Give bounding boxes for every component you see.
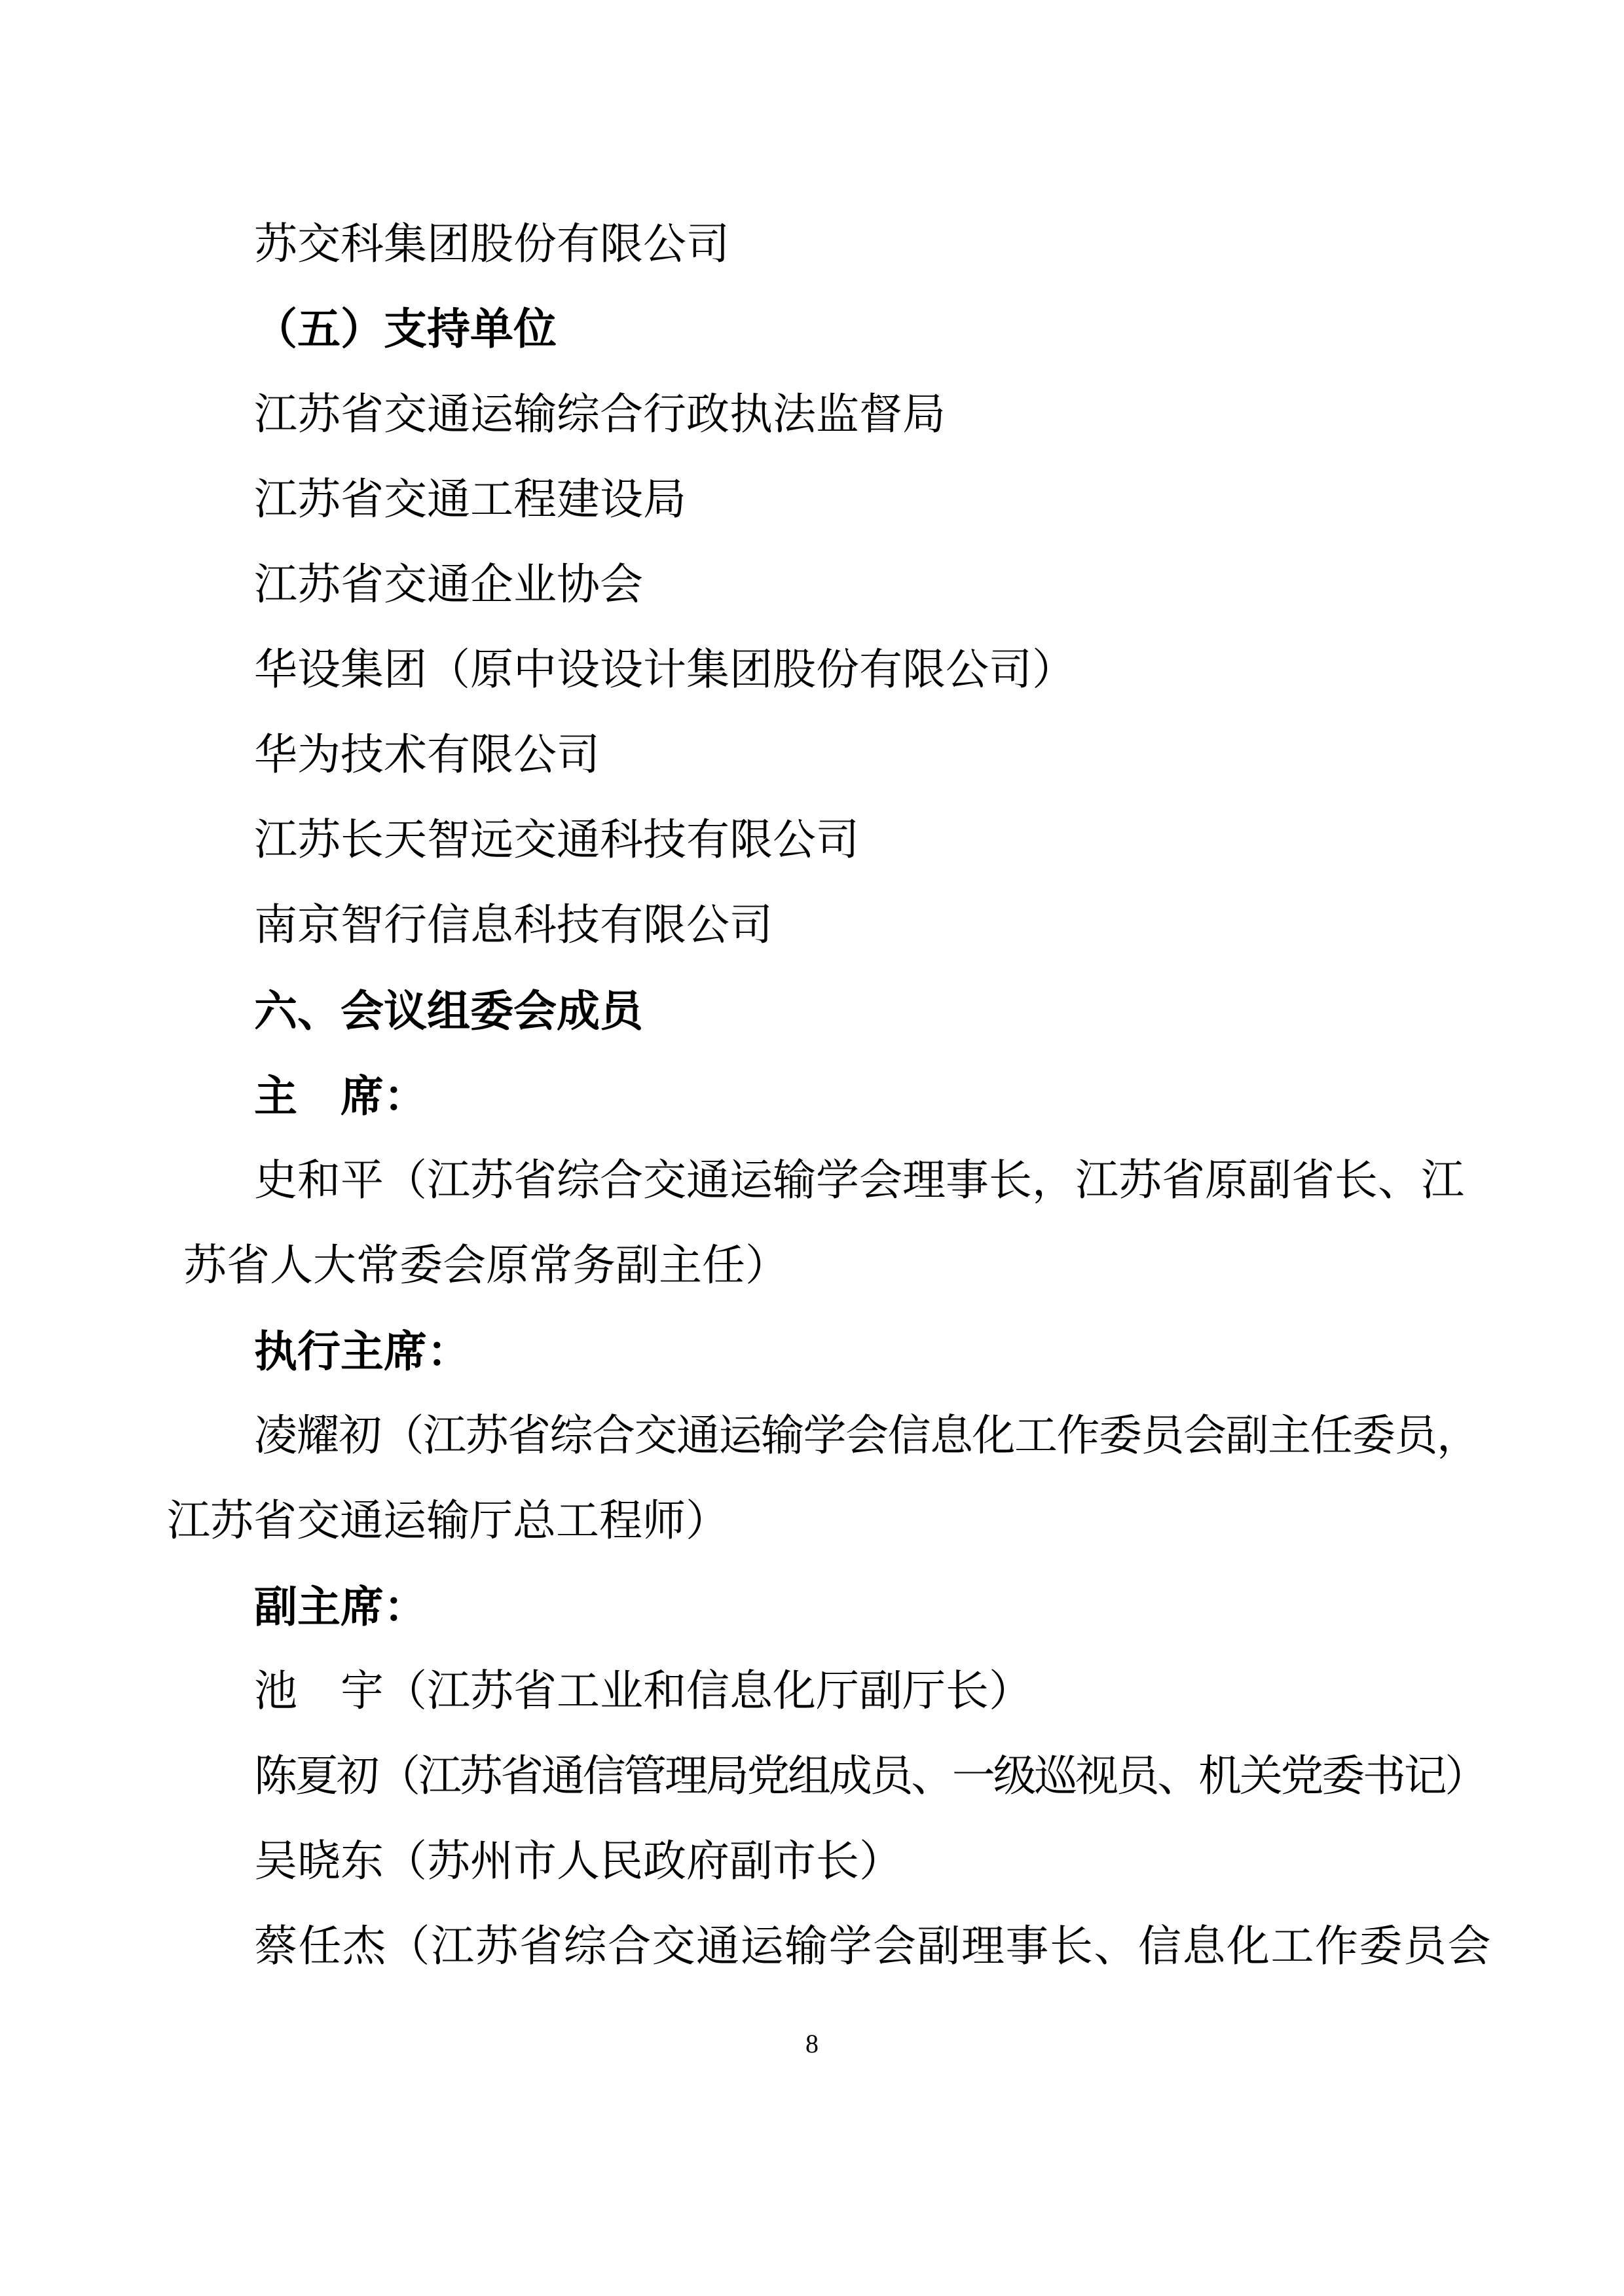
line-org-huawei: 华为技术有限公司 (254, 731, 600, 779)
line-org-enterprise-assoc: 江苏省交通企业协会 (254, 561, 643, 609)
line-vice-chairman-cai-renjie: 蔡任杰（江苏省综合交通运输学会副理事长、信息化工作委员会 (254, 1923, 1492, 1971)
line-chairman-detail-1: 史和平（江苏省综合交通运输学会理事长，江苏省原副省长、江 (254, 1157, 1464, 1205)
document-body (167, 202, 1492, 1990)
label-executive-chairman: 执行主席： (254, 1327, 470, 1376)
heading-committee-members: 六、会议组委会成员 (254, 987, 643, 1035)
label-chairman: 主 席： (254, 1072, 427, 1120)
line-org-sujiaoke: 苏交科集团股份有限公司 (254, 221, 729, 268)
line-exec-chairman-detail-1: 凌耀初（江苏省综合交通运输学会信息化工作委员会副主任委员， (254, 1412, 1479, 1460)
line-vice-chairman-chi-yu: 池 宇（江苏省工业和信息化厅副厅长） (254, 1667, 1032, 1715)
line-org-huashe-group: 华设集团（原中设设计集团股份有限公司） (254, 646, 1075, 694)
line-chairman-detail-2: 苏省人大常委会原常务副主任） (183, 1242, 788, 1290)
heading-support-units: （五）支持单位 (254, 306, 557, 354)
line-org-nanjing-zhixing: 南京智行信息科技有限公司 (254, 902, 773, 949)
line-vice-chairman-wu-xiaodong: 吴晓东（苏州市人民政府副市长） (254, 1838, 902, 1886)
line-org-exec-law-bureau: 江苏省交通运输综合行政执法监督局 (254, 391, 946, 439)
line-exec-chairman-detail-2: 江苏省交通运输厅总工程师） (167, 1497, 729, 1545)
page-number: 8 (805, 2029, 819, 2058)
label-vice-chairman: 副主席： (254, 1582, 427, 1631)
line-org-changtian-zhiyuan: 江苏长天智远交通科技有限公司 (254, 816, 859, 864)
line-org-construction-bureau: 江苏省交通工程建设局 (254, 476, 686, 524)
line-vice-chairman-chen-xiachu: 陈夏初（江苏省通信管理局党组成员、一级巡视员、机关党委书记） (254, 1753, 1486, 1800)
